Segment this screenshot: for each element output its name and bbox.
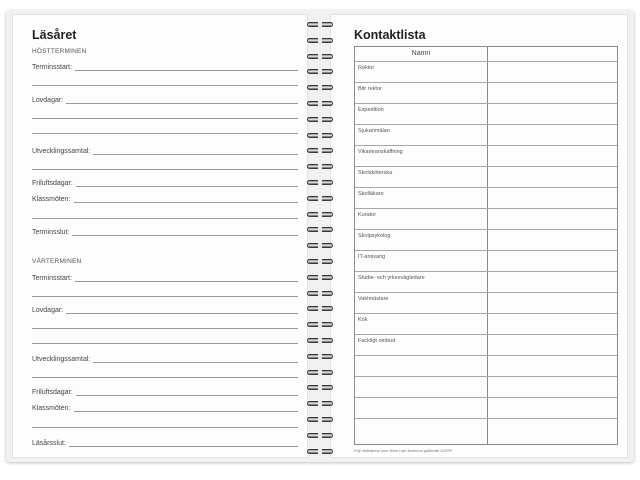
write-line[interactable]: [32, 446, 298, 447]
table-row-divider: [355, 250, 617, 251]
contact-row-label: Kök: [358, 317, 368, 323]
contact-row-label: Skolläkare: [358, 191, 384, 197]
page-title: Läsåret: [32, 28, 77, 42]
contact-row-label: Vikarieanskaffning: [358, 149, 403, 155]
fall-term-start-label: Terminsstart:: [32, 64, 75, 71]
spiral-coil: [304, 196, 336, 202]
page-title: Kontaktlista: [354, 28, 426, 42]
table-row-divider: [355, 124, 617, 125]
spiral-coil: [304, 449, 336, 455]
spiral-coil: [304, 133, 336, 139]
spiral-coil: [304, 212, 336, 218]
spiral-coil: [304, 401, 336, 407]
table-row-divider: [355, 82, 617, 83]
table-row-divider: [355, 376, 617, 377]
spiral-coil: [304, 117, 336, 123]
spiral-coil: [304, 164, 336, 170]
table-row-divider: [355, 292, 617, 293]
fall-term-end-label: Terminsslut:: [32, 229, 72, 236]
spiral-coil: [304, 338, 336, 344]
write-line[interactable]: [32, 103, 298, 104]
write-line[interactable]: [32, 118, 298, 119]
contact-list-page: [330, 14, 628, 458]
name-column-header: Namn: [411, 50, 431, 57]
table-row-divider: [355, 187, 617, 188]
table-row-divider: [355, 208, 617, 209]
spiral-coil: [304, 243, 336, 249]
contact-row-label: Bitr rektor: [358, 86, 382, 92]
write-line[interactable]: [32, 328, 298, 329]
write-line[interactable]: [32, 343, 298, 344]
spiral-coil: [304, 54, 336, 60]
table-row-divider: [355, 397, 617, 398]
spiral-coil: [304, 354, 336, 360]
contact-row-label: Skolsköterska: [358, 170, 393, 176]
spiral-coil: [304, 306, 336, 312]
table-row-divider: [355, 271, 617, 272]
spring-term-start-label: Terminsstart:: [32, 275, 75, 282]
write-line[interactable]: [32, 85, 298, 86]
write-line[interactable]: [32, 296, 298, 297]
spiral-coil: [304, 370, 336, 376]
table-row-divider: [355, 313, 617, 314]
year-end-label: Läsårsslut:: [32, 440, 69, 447]
contact-row-label: Kurator: [358, 212, 377, 218]
gdpr-footnote: Följ riktlinjerna som finns i din kommun gällande GDPR.: [354, 448, 453, 453]
fall-term-heading: HÖSTTERMINEN: [32, 48, 87, 55]
write-line[interactable]: [32, 427, 298, 428]
spiral-coil: [304, 101, 336, 107]
spiral-coil: [304, 259, 336, 265]
spiral-coil: [304, 275, 336, 281]
write-line[interactable]: [32, 133, 298, 134]
spring-class-meetings-label: Klassmöten:: [32, 405, 74, 412]
contact-row-label: Rektor: [358, 65, 375, 71]
spiral-coil: [304, 180, 336, 186]
contact-row-label: IT-ansvarig: [358, 254, 386, 260]
spiral-coil: [304, 433, 336, 439]
spiral-coil: [304, 385, 336, 391]
write-line[interactable]: [32, 313, 298, 314]
spiral-coil: [304, 38, 336, 44]
write-line[interactable]: [32, 169, 298, 170]
table-row-divider: [355, 61, 617, 62]
spiral-coil: [304, 322, 336, 328]
contact-row-label: Expedition: [358, 107, 384, 113]
contact-row-label: Fackligt ombud: [358, 338, 396, 344]
write-line[interactable]: [32, 377, 298, 378]
table-row-divider: [355, 334, 617, 335]
contact-row-label: Vaktmästare: [358, 296, 389, 302]
contact-row-label: Skolpsykolog: [358, 233, 391, 239]
contact-row-label: Studie- och yrkesvägledare: [358, 275, 425, 281]
spiral-coil: [304, 227, 336, 233]
spring-holidays-label: Lovdagar:: [32, 307, 66, 314]
spring-term-heading: VÅRTERMINEN: [32, 258, 82, 265]
spiral-coil: [304, 148, 336, 154]
table-row-divider: [355, 166, 617, 167]
fall-holidays-label: Lovdagar:: [32, 97, 66, 104]
spiral-coil: [304, 291, 336, 297]
table-row-divider: [355, 418, 617, 419]
column-divider: [487, 47, 488, 444]
spiral-coil: [304, 69, 336, 75]
spring-development-talks-label: Utvecklingssamtal:: [32, 356, 93, 363]
table-row-divider: [355, 145, 617, 146]
write-line[interactable]: [32, 218, 298, 219]
contact-table: [354, 46, 618, 445]
fall-development-talks-label: Utvecklingssamtal:: [32, 148, 93, 155]
table-row-divider: [355, 355, 617, 356]
spiral-coil: [304, 22, 336, 28]
table-row-divider: [355, 103, 617, 104]
school-year-page: [12, 14, 308, 458]
contact-row-label: Sjukanmälan: [358, 128, 390, 134]
fall-outdoor-days-label: Friluftsdagar:: [32, 180, 76, 187]
spiral-coil: [304, 85, 336, 91]
spiral-coil: [304, 417, 336, 423]
spiral-binding: [304, 12, 336, 462]
fall-class-meetings-label: Klassmöten:: [32, 196, 74, 203]
table-row-divider: [355, 229, 617, 230]
spring-outdoor-days-label: Friluftsdagar:: [32, 389, 76, 396]
